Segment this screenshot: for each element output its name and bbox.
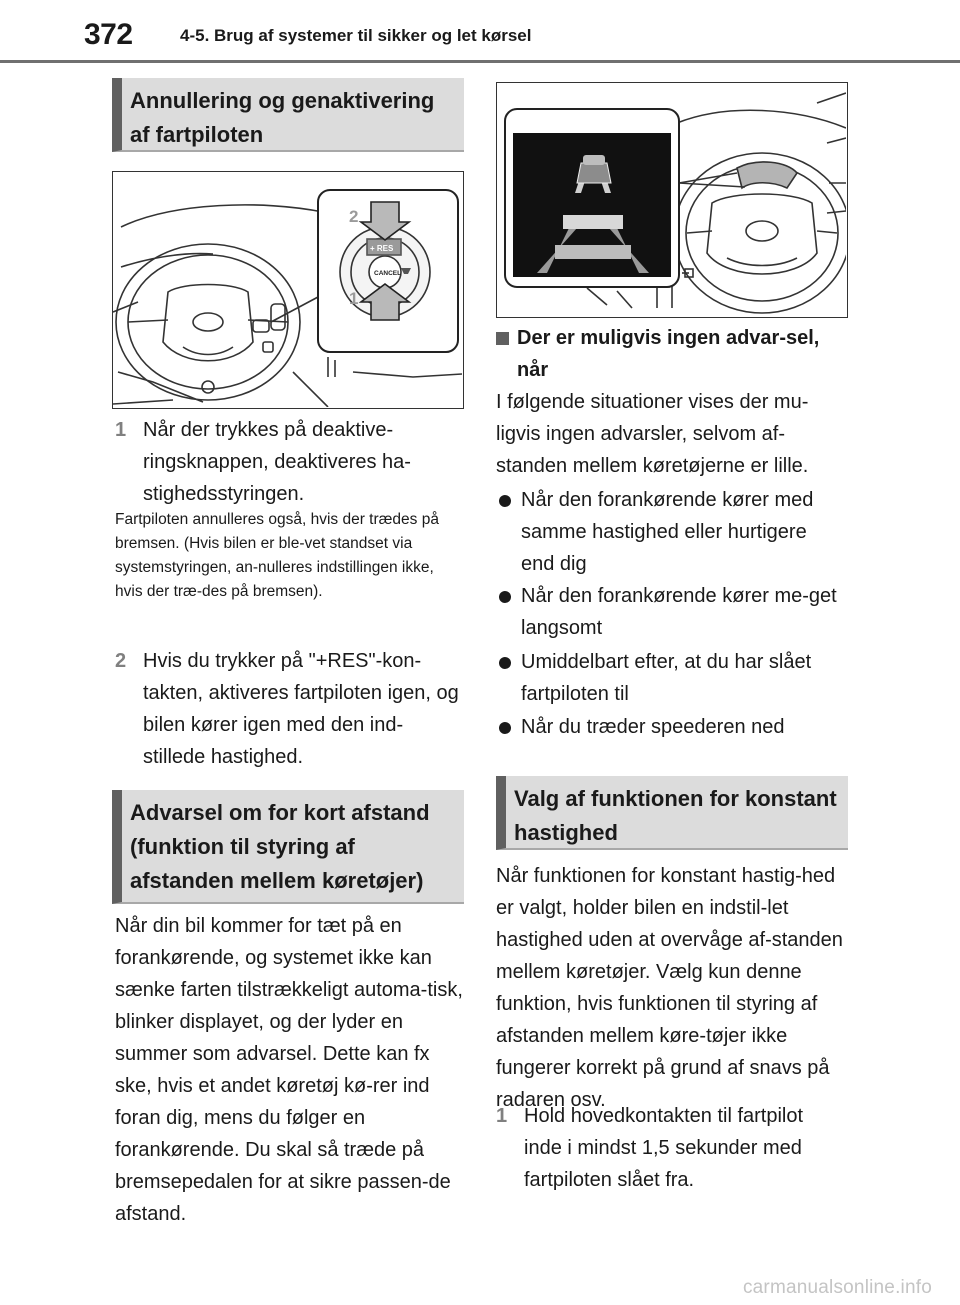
section-title-text: Valg af funktionen for konstant hastighed (514, 786, 837, 845)
no-warning-intro: I følgende situationer vises der mu-ligvis ingen advarsler, selvom af-standen mellem køretøjerne er lille. (496, 391, 809, 477)
steering-wheel-cancel-figure (112, 171, 464, 409)
bullet-dot-icon (499, 657, 511, 669)
page-number: 372 (84, 18, 133, 51)
callout-number-1: 1 (349, 289, 359, 308)
cancel-button-label: CANCEL (374, 270, 402, 277)
square-bullet-icon (496, 332, 509, 345)
cancel-note: Fartpiloten annulleres også, hvis der trædes på bremsen. (Hvis bilen er ble-vet standset via systemstyringen, an-nulleres indstillingen ikke, hvis der træ-des på bremsen). (115, 511, 439, 600)
display-warning-figure (496, 82, 848, 318)
step-2-resume (115, 645, 465, 775)
distance-warning-paragraph: Når din bil kommer for tæt på en forankørende, og systemet ikke kan sænke farten tilstrækkeligt automa-tisk, blinker displayet, og der lyder en summer som advarsel. Dette kan fx ske, hvis et andet køretøj kø-rer ind foran dig, mens du følger en forankørende. Du skal så træde på bremsepedalen for at sikre passen-de afstand. (115, 915, 463, 1225)
section-title-constant-speed (496, 776, 848, 850)
step-1-constant-speed (496, 1100, 846, 1200)
step-text: Når der trykkes på deaktive-ringsknappen, deaktiveres ha-stighedsstyringen. (143, 419, 411, 505)
display-illustration (497, 83, 846, 316)
subheading-no-warning (496, 322, 846, 388)
constant-speed-paragraph: Når funktionen for konstant hastig-hed er valgt, holder bilen en indstil-let hastighed uden at overvåge af-standen mellem køretøjer. Vælg kun denne funktion, hvis funktionen til styring af afstanden mellem køre-tøjer ikke fungerer korrekt på grund af snavs på radaren osv. (496, 865, 843, 1111)
step-text: Hold hovedkontakten til fartpilot inde i mindst 1,5 sekunder med fartpiloten slået fra. (524, 1105, 804, 1191)
bullet-dot-icon (499, 591, 511, 603)
bullet-text: Når du træder speederen ned (521, 716, 785, 738)
section-title-cancel-resume (112, 78, 464, 152)
list-item (496, 580, 846, 644)
bullet-text: Når den forankørende kører me-get langsomt (521, 585, 837, 639)
header-divider (0, 60, 960, 63)
list-item (496, 646, 846, 710)
bullet-dot-icon (499, 722, 511, 734)
step-text: Hvis du trykker på "+RES"-kon-takten, aktiveres fartpiloten igen, og bilen kører igen med den ind-stillede hastighed. (143, 650, 459, 768)
res-button-label: + RES (370, 244, 394, 253)
bullet-text: Umiddelbart efter, at du har slået fartpiloten til (521, 651, 812, 705)
step-number: 1 (115, 419, 127, 441)
bullet-text: Når den forankørende kører med samme hastighed eller hurtigere end dig (521, 489, 814, 575)
step-number: 1 (496, 1105, 508, 1127)
step-1-cancel (115, 414, 465, 514)
steering-wheel-illustration (113, 172, 462, 407)
subheading-text: Der er muligvis ingen advar-sel, når (517, 327, 820, 381)
section-title-text: Advarsel om for kort afstand (funktion til styring af afstanden mellem køretøjer) (130, 800, 430, 893)
list-item (496, 711, 846, 743)
section-title-distance-warning (112, 790, 464, 904)
chapter-title: 4-5. Brug af systemer til sikker og let kørsel (180, 26, 532, 45)
bullet-dot-icon (499, 495, 511, 507)
list-item (496, 484, 846, 580)
callout-number-2: 2 (349, 207, 359, 226)
watermark: carmanualsonline.info (742, 1277, 932, 1298)
section-title-text: Annullering og genaktivering af fartpiloten (130, 88, 435, 147)
step-number: 2 (115, 650, 127, 672)
